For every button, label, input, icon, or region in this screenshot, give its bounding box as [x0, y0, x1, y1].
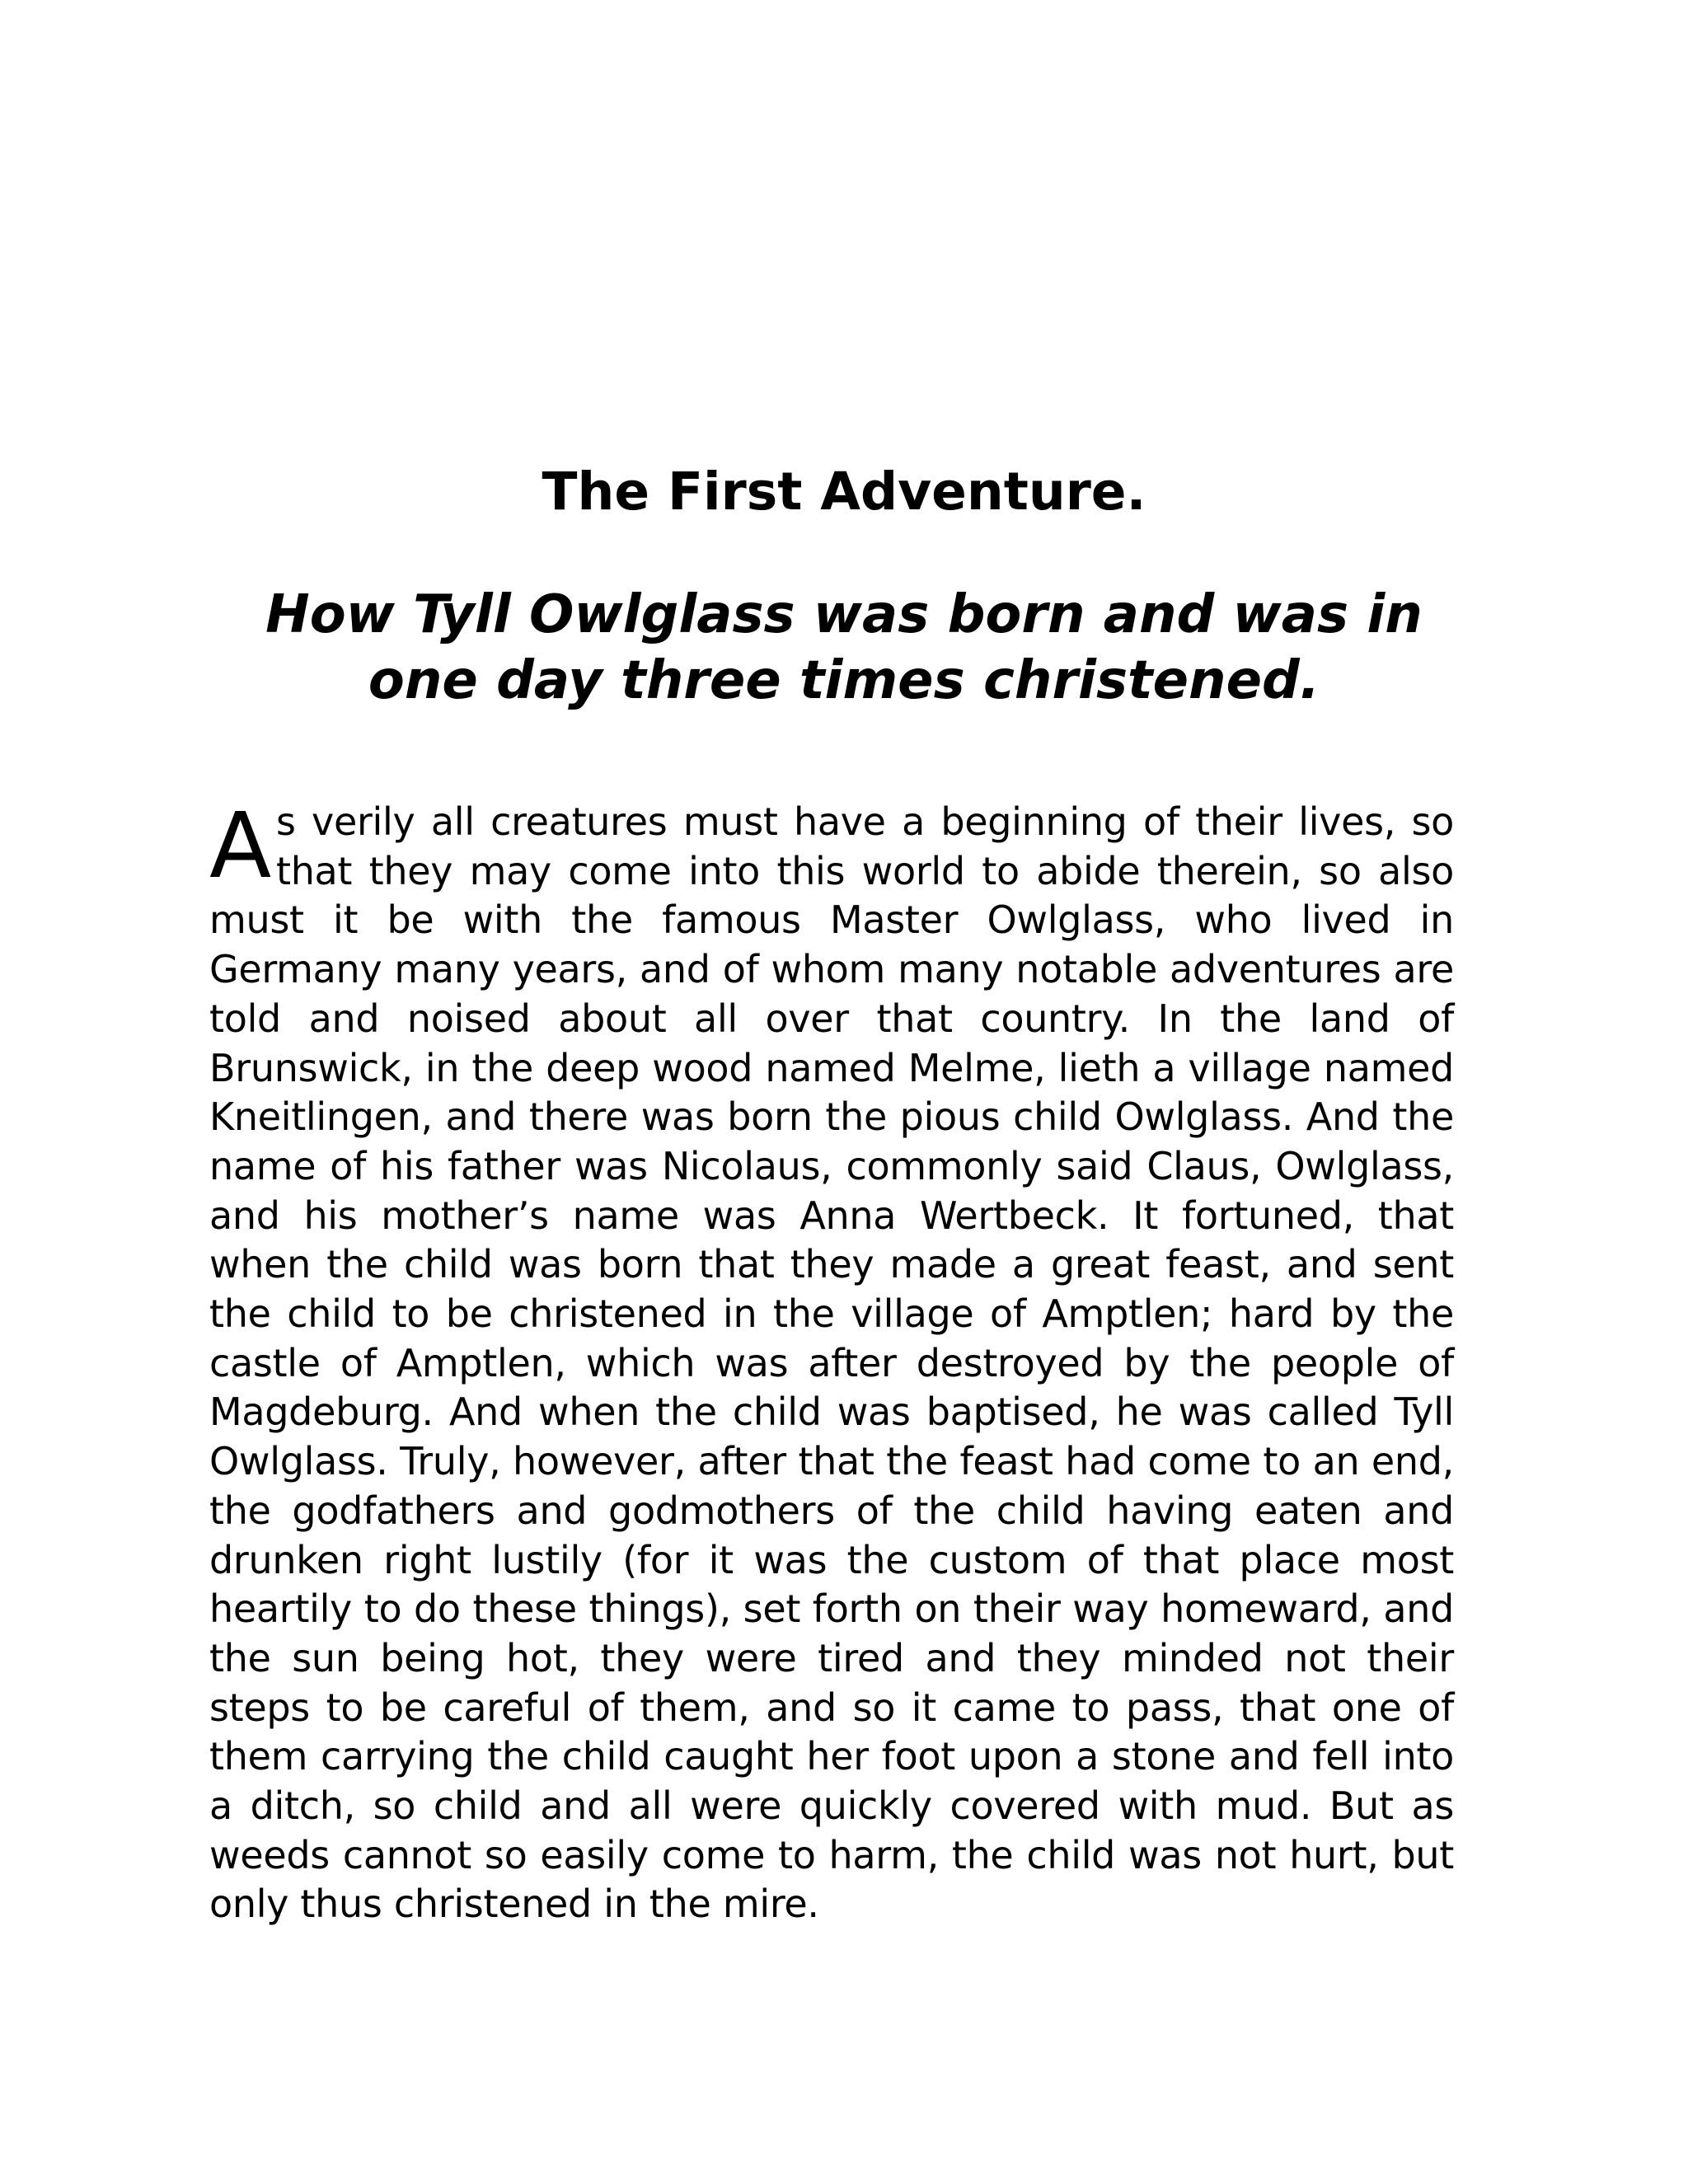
chapter-subtitle: How Tyll Owlglass was born and was in one day three times christened.	[265, 584, 1423, 711]
body-paragraph	[209, 793, 1454, 1929]
chapter-title: The First Adventure.	[542, 462, 1146, 522]
body-text: s verily all creatures must have a beginning of their lives, so that they may come into this world to abide therein, so also must it be with the famous Master Owlglass, who lived in Germany many years, and of whom many notable adventures are told and noised about all over that country. In the land of Brunswick, in the deep wood named Melme, lieth a village named Kneitlingen, and there was born the pious child Owlglass. And the name of his father was Nicolaus, commonly said Claus, Owlglass, and his mother’s name was Anna Wertbeck. It fortuned, that when the child was born that they made a great feast, and sent the child to be christened in the village of Amptlen; hard by the castle of Amptlen, which was after destroyed by the people of Magdeburg. And when the child was baptised, he was called Tyll Owlglass. Truly, however, after that the feast had come to an end, the godfathers and godmothers of the child having eaten and drunken right lustily (for it was the custom of that place most heartily to do these things), set forth on their way homeward, and the sun being hot, they were tired and they minded not their steps to be careful of them, and so it came to pass, that one of them carrying the child caught her foot upon a stone and fell into a ditch, so child and all were quickly covered with mud. But as weeds cannot so easily come to harm, the child was not hurt, but only thus christened in the mire.	[209, 799, 1454, 1927]
drop-cap: A	[209, 793, 271, 898]
